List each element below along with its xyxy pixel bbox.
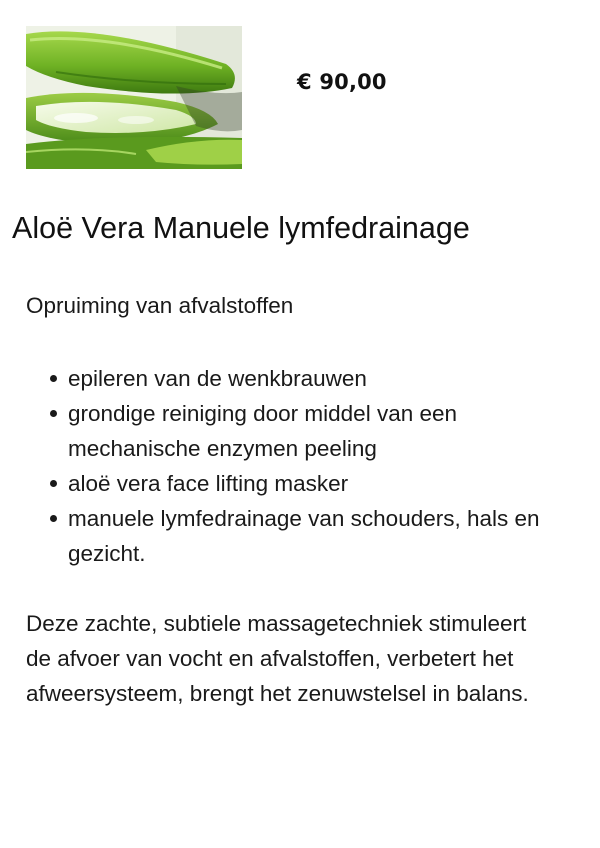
list-item: [26, 501, 546, 571]
subtitle: Opruiming van afvalstoffen: [26, 293, 294, 318]
aloe-vera-image: [26, 26, 242, 169]
list-item-text: aloë vera face lifting masker: [68, 471, 349, 496]
list-item-text: epileren van de wenkbrauwen: [68, 366, 367, 391]
bullet-icon: [50, 375, 57, 382]
price-label: € 90,00: [297, 70, 387, 94]
list-item: [26, 466, 546, 501]
list-item: [26, 361, 546, 396]
list-item-text: manuele lymfedrainage van schouders, hals en gezicht.: [68, 506, 540, 566]
page-title: Aloë Vera Manuele lymfedrainage: [12, 211, 470, 245]
treatment-list: [26, 361, 546, 571]
list-item: [26, 396, 546, 466]
bullet-icon: [50, 515, 57, 522]
bullet-icon: [50, 480, 57, 487]
description-text: Deze zachte, subtiele massagetechniek stimuleert de afvoer van vocht en afvalstoffen, verbetert het afweersysteem, brengt het zenuwstelsel in balans.: [26, 611, 529, 706]
bullet-icon: [50, 410, 57, 417]
list-item-text: grondige reiniging door middel van een mechanische enzymen peeling: [68, 401, 458, 461]
